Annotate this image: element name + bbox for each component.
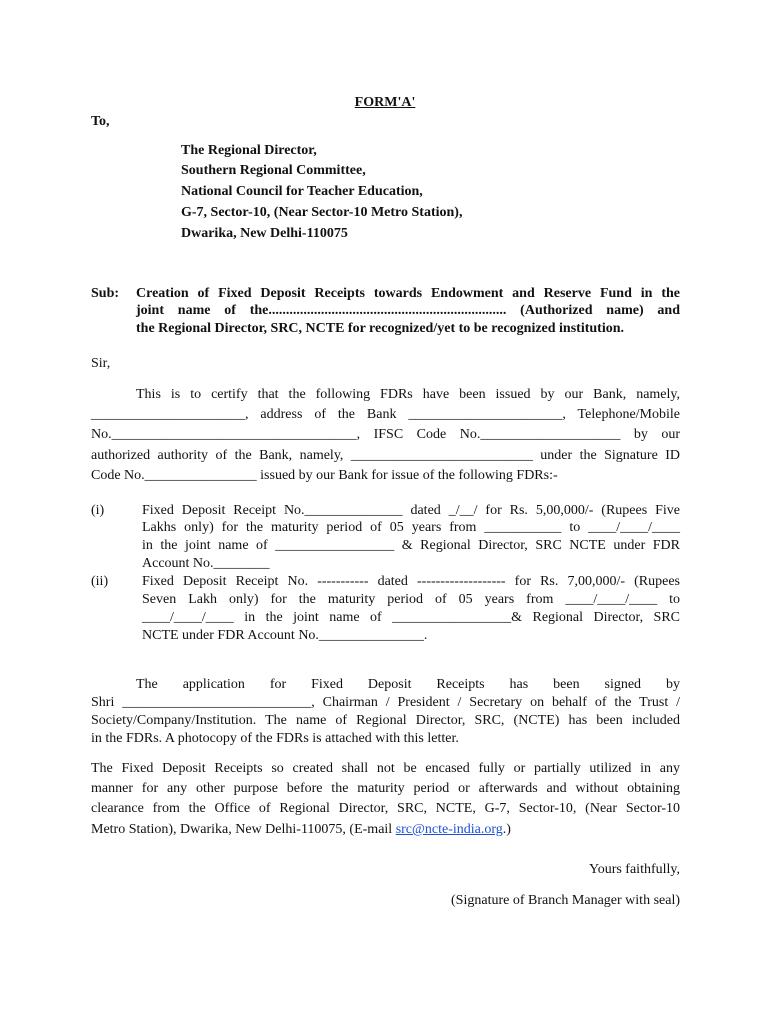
item-line: ____/____/____ in the joint name of _________________& Regional Director, SRC (142, 610, 680, 625)
subject-line: Creation of Fixed Deposit Receipts towards Endowment and Reserve Fund in the (136, 286, 680, 301)
item-line: Fixed Deposit Receipt No.______________ dated _/__/ for Rs. 5,00,000/- (Rupees Five (142, 503, 680, 518)
address-line: National Council for Teacher Education, (181, 184, 423, 199)
address-line: G-7, Sector-10, (Near Sector-10 Metro Station), (181, 205, 463, 220)
application-line: Society/Company/Institution. The name of Regional Director, SRC, (NCTE) has been included (91, 713, 680, 728)
application-line: The application for Fixed Deposit Receipts has been signed by (136, 677, 680, 692)
certify-line: No.___________________________________, IFSC Code No.____________________ by our (91, 427, 680, 442)
encash-last-suffix: .) (502, 822, 511, 837)
salutation-to: To, (91, 114, 110, 129)
subject-line: the Regional Director, SRC, NCTE for recognized/yet to be recognized institution. (136, 321, 625, 336)
email-link[interactable]: src@ncte-india.org (395, 822, 503, 837)
certify-line: This is to certify that the following FDRs have been issued by our Bank, namely, (136, 387, 680, 402)
address-line: Southern Regional Committee, (181, 163, 366, 178)
signature-line: (Signature of Branch Manager with seal) (451, 893, 680, 908)
address-line: The Regional Director, (181, 143, 317, 158)
certify-line: ______________________, address of the Bank ______________________, Telephone/Mobile (91, 407, 680, 422)
item-number: (ii) (91, 574, 109, 589)
item-line: Seven Lakh only) for the maturity period of 05 years from ____/____/____ to (142, 592, 680, 607)
application-line: Shri ___________________________, Chairman / President / Secretary on behalf of the Trust / (91, 695, 680, 710)
closing: Yours faithfully, (588, 862, 680, 877)
encash-line: The Fixed Deposit Receipts so created shall not be encased fully or partially utilized in any (91, 761, 680, 776)
encash-line: manner for any other purpose before the maturity period or afterwards and without obtaining (91, 781, 680, 796)
certify-line: authorized authority of the Bank, namely, __________________________ under the Signature ID (91, 448, 680, 463)
greeting: Sir, (91, 356, 111, 371)
item-number: (i) (91, 503, 105, 518)
address-line: Dwarika, New Delhi-110075 (181, 226, 348, 241)
application-line: in the FDRs. A photocopy of the FDRs is attached with this letter. (91, 731, 459, 746)
encash-line: clearance from the Office of Regional Director, SRC, NCTE, G-7, Sector-10, (Near Sector-10 (91, 801, 680, 816)
encash-last-text: Metro Station), Dwarika, New Delhi-110075, (E-mail (91, 822, 396, 837)
subject-label: Sub: (91, 286, 120, 301)
item-line: Fixed Deposit Receipt No. ----------- dated ------------------- for Rs. 7,00,000/- (Rupees (142, 574, 680, 589)
encash-last-line (91, 822, 511, 838)
item-line: Lakhs only) for the maturity period of 05 years from ___________ to ____/____/____ (142, 520, 680, 535)
subject-line: joint name of the.................................................................... (Authorized name) and (136, 303, 680, 318)
form-title: FORM'A' (354, 95, 416, 110)
certify-line: Code No.________________ issued by our Bank for issue of the following FDRs:- (91, 468, 558, 483)
item-line: in the joint name of _________________ & Regional Director, SRC NCTE under FDR (142, 538, 680, 553)
item-line: NCTE under FDR Account No._______________. (142, 628, 428, 643)
item-line: Account No.________ (142, 556, 270, 571)
